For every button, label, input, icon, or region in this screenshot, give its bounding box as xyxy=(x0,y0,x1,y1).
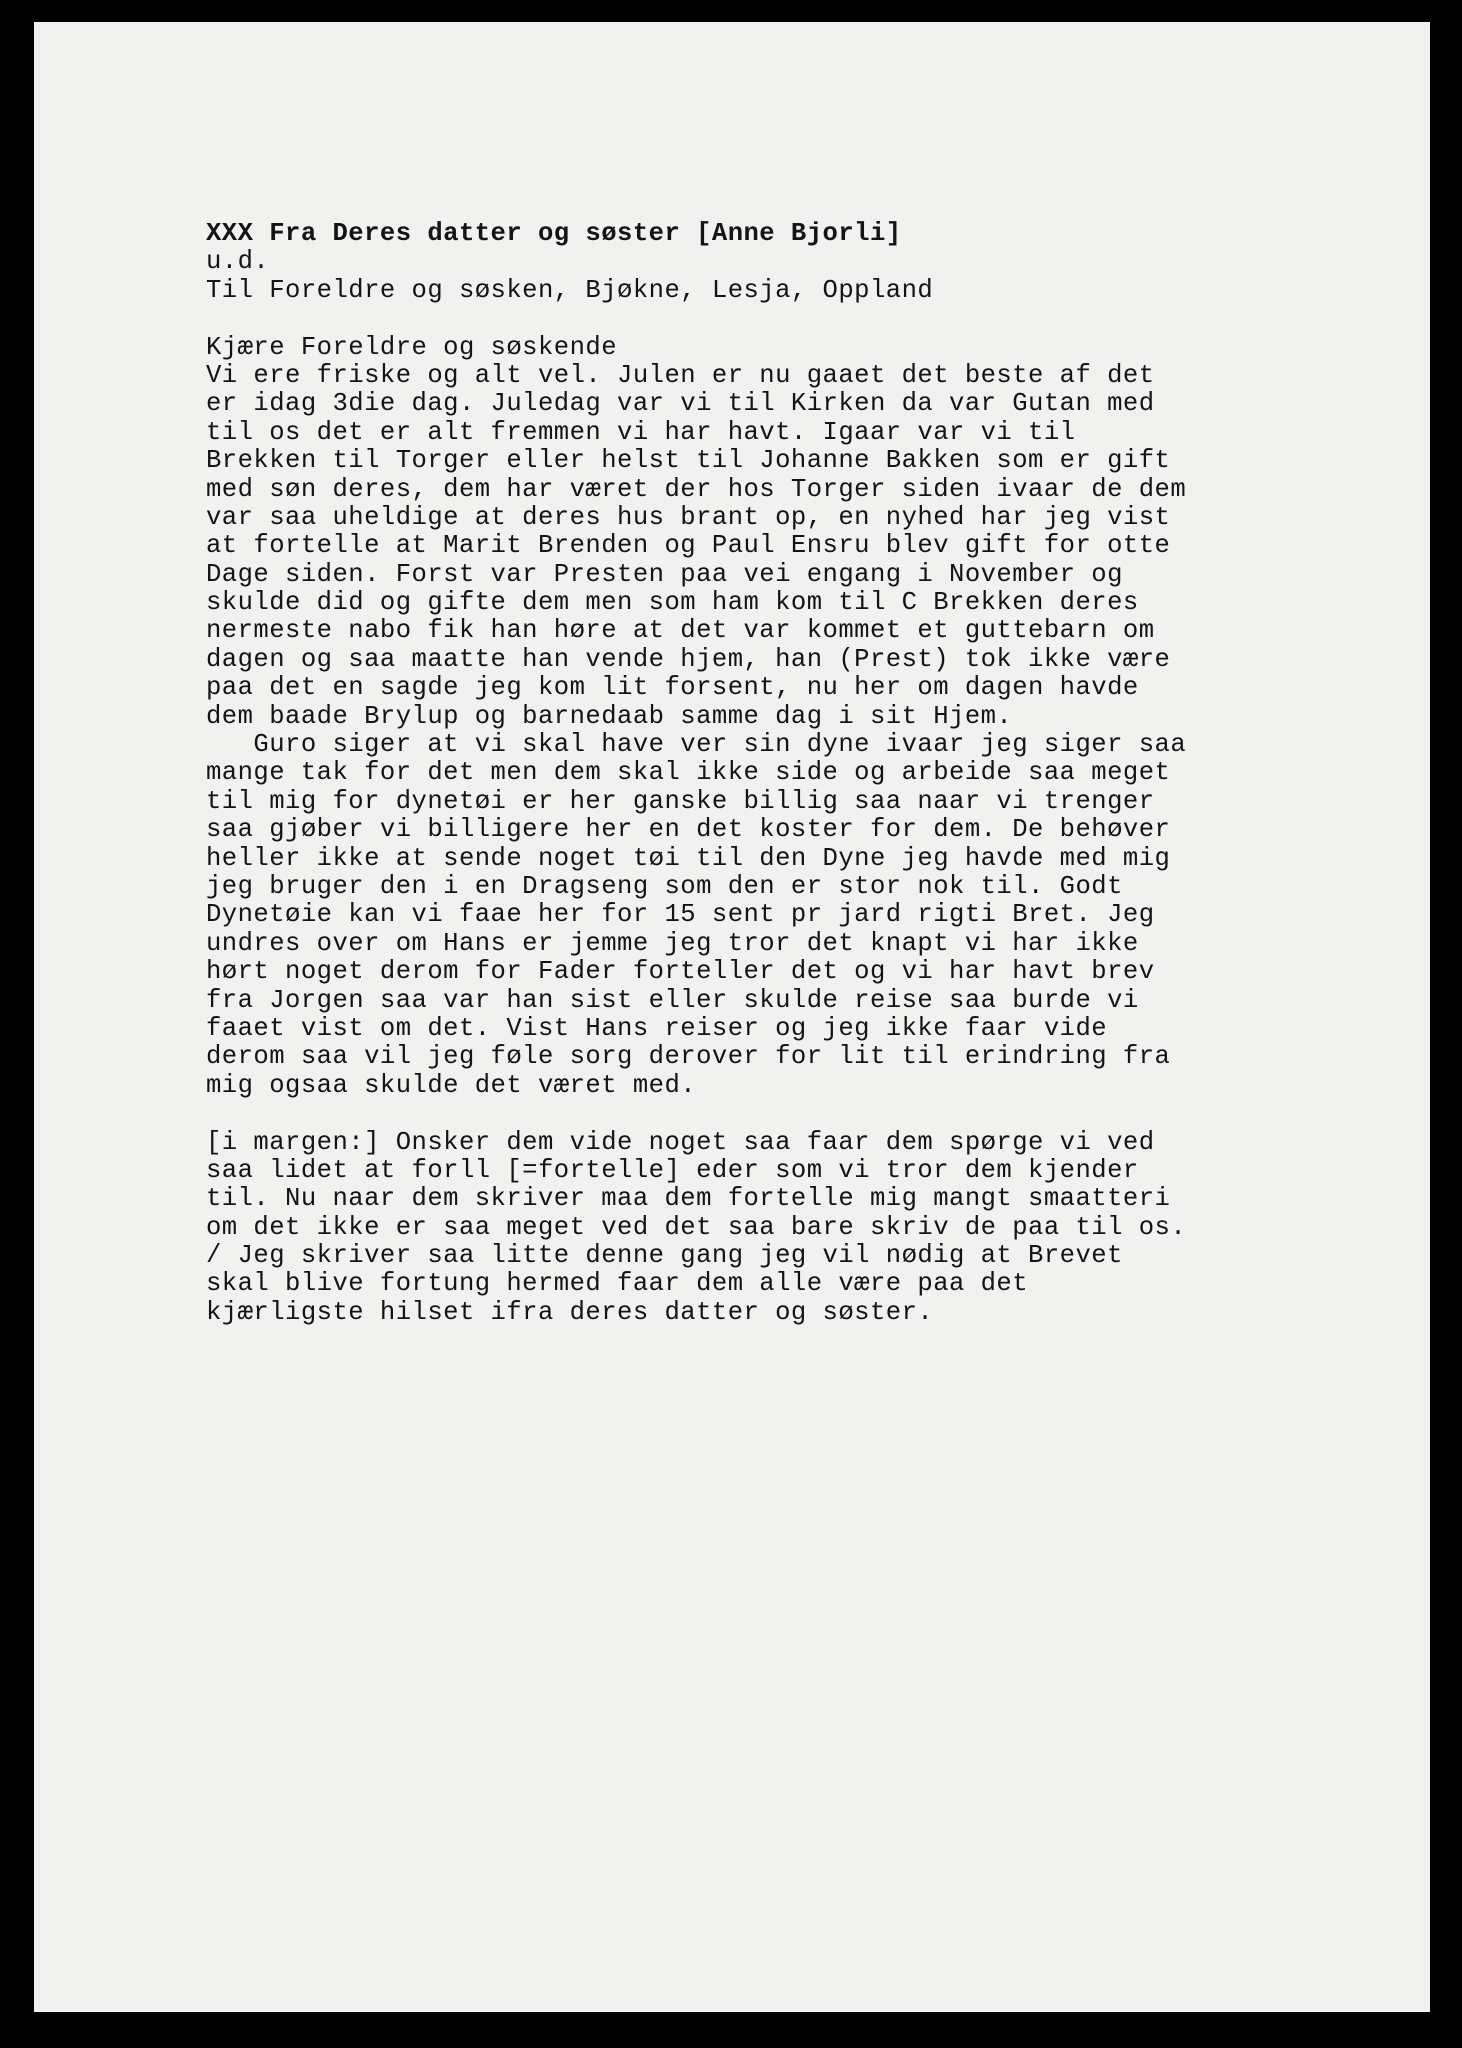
body-line: var saa uheldige at deres hus brant op, en nyhed har jeg vist xyxy=(206,502,1171,532)
margin-line: / Jeg skriver saa litte denne gang jeg vil nødig at Brevet xyxy=(206,1241,1123,1271)
body-line: derom saa vil jeg føle sorg derover for lit til erindring fra xyxy=(206,1042,1171,1072)
letter-transcription xyxy=(206,220,1356,1327)
letter-recipient: Til Foreldre og søsken, Bjøkne, Lesja, Oppland xyxy=(206,275,934,305)
body-line: Brekken til Torger eller helst til Johanne Bakken som er gift xyxy=(206,446,1171,476)
body-line: med søn deres, dem har været der hos Torger siden ivaar de dem xyxy=(206,474,1187,504)
letter-body xyxy=(206,334,1356,1101)
margin-note xyxy=(206,1129,1356,1328)
body-line: er idag 3die dag. Juledag var vi til Kirken da var Gutan med xyxy=(206,389,1155,419)
margin-line: saa lidet at forll [=fortelle] eder som vi tror dem kjender xyxy=(206,1155,1139,1185)
body-line: mange tak for det men dem skal ikke side og arbeide saa meget xyxy=(206,758,1171,788)
spacer xyxy=(206,305,1356,333)
spacer xyxy=(206,1100,1356,1128)
body-line: nermeste nabo fik han høre at det var kommet et guttebarn om xyxy=(206,616,1155,646)
letter-heading: XXX Fra Deres datter og søster [Anne Bjorli] xyxy=(206,219,902,248)
margin-line: [i margen:] Onsker dem vide noget saa faar dem spørge vi ved xyxy=(206,1127,1155,1157)
body-line: Guro siger at vi skal have ver sin dyne ivaar jeg siger saa xyxy=(206,730,1187,760)
body-line: Kjære Foreldre og søskende xyxy=(206,332,618,362)
body-line: skulde did og gifte dem men som ham kom til C Brekken deres xyxy=(206,588,1139,618)
body-line: saa gjøber vi billigere her en det koster for dem. De behøver xyxy=(206,815,1171,845)
margin-line: skal blive fortung hermed faar dem alle være paa det xyxy=(206,1269,1029,1299)
body-line: mig ogsaa skulde det været med. xyxy=(206,1070,697,1100)
body-line: Dage siden. Forst var Presten paa vei engang i November og xyxy=(206,559,1123,589)
body-line: Vi ere friske og alt vel. Julen er nu gaaet det beste af det xyxy=(206,360,1155,390)
body-line: faaet vist om det. Vist Hans reiser og jeg ikke faar vide xyxy=(206,1013,1108,1043)
document-page xyxy=(34,22,1430,2012)
body-line: undres over om Hans er jemme jeg tror det knapt vi har ikke xyxy=(206,928,1139,958)
body-line: dem baade Brylup og barnedaab samme dag i sit Hjem. xyxy=(206,701,1013,731)
body-line: heller ikke at sende noget tøi til den Dyne jeg havde med mig xyxy=(206,843,1171,873)
body-line: jeg bruger den i en Dragseng som den er stor nok til. Godt xyxy=(206,871,1123,901)
body-line: hørt noget derom for Fader forteller det og vi har havt brev xyxy=(206,957,1155,987)
body-line: til mig for dynetøi er her ganske billig saa naar vi trenger xyxy=(206,786,1155,816)
margin-line: om det ikke er saa meget ved det saa bare skriv de paa til os. xyxy=(206,1212,1187,1242)
body-line: til os det er alt fremmen vi har havt. Igaar var vi til xyxy=(206,417,1076,447)
letter-date: u.d. xyxy=(206,247,270,277)
body-line: Dynetøie kan vi faae her for 15 sent pr jard rigti Bret. Jeg xyxy=(206,900,1155,930)
body-line: dagen og saa maatte han vende hjem, han (Prest) tok ikke være xyxy=(206,644,1171,674)
body-line: paa det en sagde jeg kom lit forsent, nu her om dagen havde xyxy=(206,673,1139,703)
margin-line: til. Nu naar dem skriver maa dem fortelle mig mangt smaatteri xyxy=(206,1184,1171,1214)
body-line: at fortelle at Marit Brenden og Paul Ensru blev gift for otte xyxy=(206,531,1171,561)
margin-line: kjærligste hilset ifra deres datter og søster. xyxy=(206,1297,934,1327)
body-line: fra Jorgen saa var han sist eller skulde reise saa burde vi xyxy=(206,985,1139,1015)
